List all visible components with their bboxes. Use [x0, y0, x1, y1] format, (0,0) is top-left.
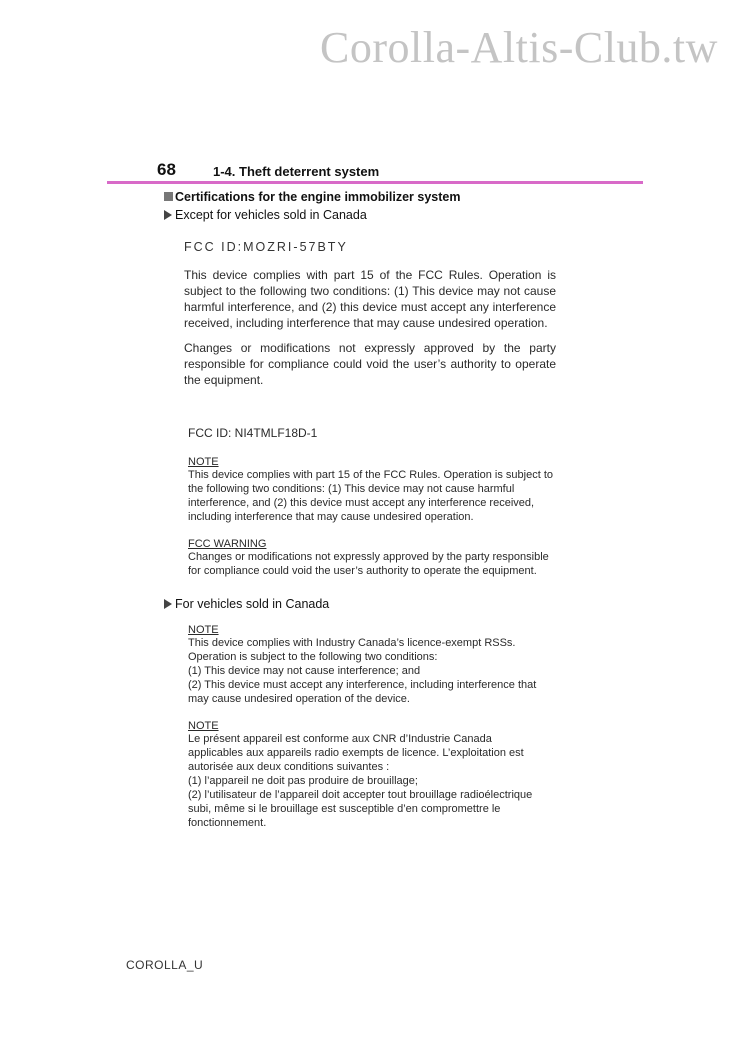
note-title-canada-fr: NOTE	[188, 720, 219, 732]
note-title-canada-en: NOTE	[188, 624, 219, 636]
section-heading	[164, 190, 460, 204]
note-line: Le présent appareil est conforme aux CNR d’Industrie Canada	[188, 733, 492, 745]
note-text-canada-fr	[188, 732, 568, 830]
note-line: (1) This device may not cause interference; and	[188, 665, 421, 677]
note-title-1: NOTE	[188, 456, 219, 468]
note-line: subi, même si le brouillage est susceptible d’en compromettre le	[188, 803, 501, 815]
note-line: may cause undesired operation of the device.	[188, 693, 410, 705]
note-line: (1) l’appareil ne doit pas produire de brouillage;	[188, 775, 418, 787]
note-line: Operation is subject to the following two conditions:	[188, 651, 438, 663]
fcc-warning-title: FCC WARNING	[188, 538, 267, 550]
fcc-id-1: FCC ID:MOZRI-57BTY	[184, 240, 348, 254]
header-divider	[107, 181, 643, 184]
note-line: (2) l’utilisateur de l’appareil doit accepter tout brouillage radioélectrique	[188, 789, 533, 801]
footer-label: COROLLA_U	[126, 958, 204, 972]
note-line: This device complies with Industry Canada’s licence-exempt RSSs.	[188, 637, 516, 649]
section-title: 1-4. Theft deterrent system	[213, 164, 380, 179]
note-line: fonctionnement.	[188, 817, 267, 829]
fcc-id-2: FCC ID: NI4TMLF18D-1	[188, 426, 318, 440]
page-number: 68	[157, 160, 176, 179]
triangle-bullet-icon	[164, 599, 172, 609]
subheading-except-canada	[164, 208, 367, 222]
subheading-canada-text: For vehicles sold in Canada	[175, 597, 330, 611]
triangle-bullet-icon	[164, 210, 172, 220]
watermark: Corolla-Altis-Club.tw	[320, 23, 718, 72]
subheading-except-canada-text: Except for vehicles sold in Canada	[175, 208, 367, 222]
fcc-changes-statement-1: Changes or modifications not expressly approved by the party responsible for compliance could void the user’s authority to operate the equipment.	[184, 341, 556, 387]
fcc-statement-1: This device complies with part 15 of the FCC Rules. Operation is subject to the following two conditions: (1) This device may not cause harmful interference, and (2) this device must accept any interference received, including interference that may cause undesired operation.	[184, 268, 556, 330]
square-bullet-icon	[164, 192, 173, 201]
section-heading-text: Certifications for the engine immobilizer system	[175, 190, 461, 204]
subheading-canada	[164, 597, 329, 611]
note-line: (2) This device must accept any interference, including interference that	[188, 679, 537, 691]
note-line: autorisée aux deux conditions suivantes :	[188, 761, 390, 773]
fcc-warning-text: Changes or modifications not expressly approved by the party responsible for compliance could void the user’s authority to operate the equipment.	[188, 551, 549, 577]
note-text-canada-en	[188, 636, 568, 706]
note-line: applicables aux appareils radio exempts de licence. L’exploitation est	[188, 747, 524, 759]
note-text-1: This device complies with part 15 of the FCC Rules. Operation is subject to the following two conditions: (1) This device may not cause harmful interference, and (2) this device must accept any interference received, including interference that may cause undesired operation.	[188, 469, 553, 523]
